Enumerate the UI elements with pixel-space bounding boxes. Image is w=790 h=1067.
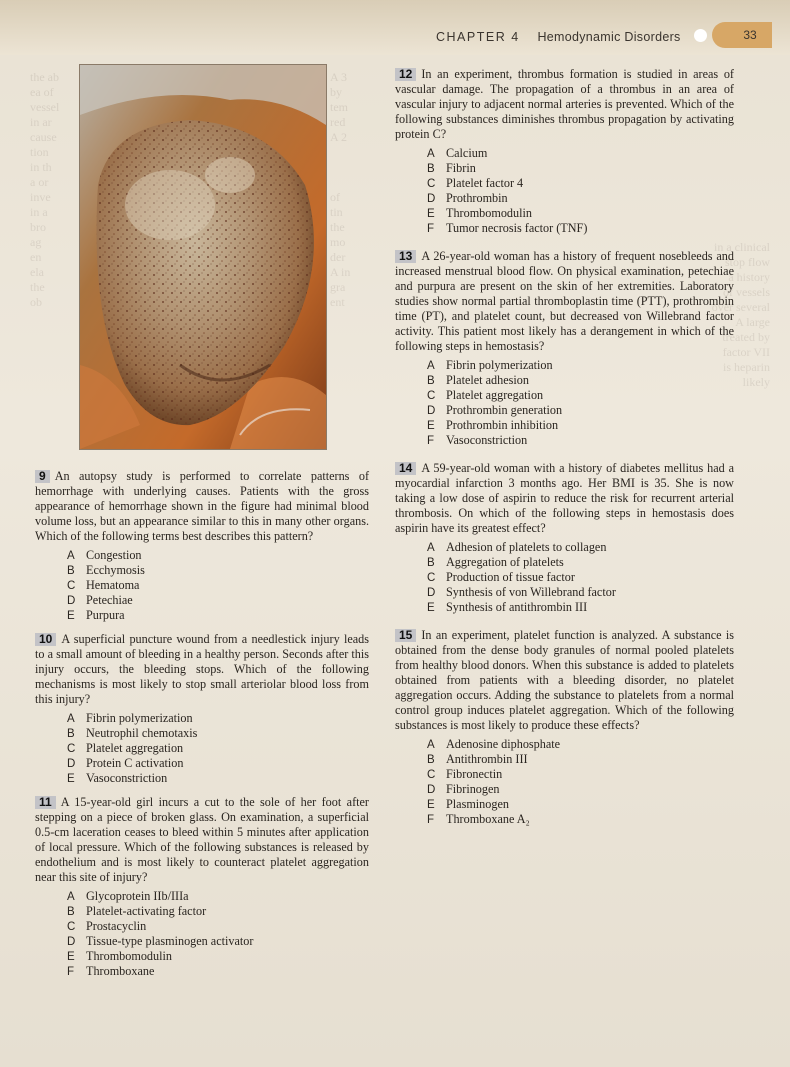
option[interactable]: E Prothrombin inhibition [427, 418, 559, 432]
question-12 [395, 67, 734, 236]
option[interactable]: B Aggregation of platelets [427, 555, 564, 569]
option[interactable]: F Vasoconstriction [427, 433, 528, 447]
option[interactable]: A Glycoprotein IIb/IIIa [67, 889, 189, 903]
question-15 [395, 628, 734, 827]
answer-options [395, 146, 734, 236]
option[interactable]: F Tumor necrosis factor (TNF) [427, 221, 588, 235]
option[interactable]: D Tissue-type plasminogen activator [67, 934, 254, 948]
option[interactable]: A Calcium [427, 146, 488, 160]
question-stem: A 26-year-old woman has a history of frequent nosebleeds and increased menstrual blood flow. On physical examination, petechiae and purpura are present on the skin of her extremities. Laboratory studies show normal partial thromboplastin time (PTT), prothrombin time (PT), and platelet count, but decreased von Willebrand factor activity. This patient most likely has a derangement in which of the following steps in hemostasis? [395, 249, 734, 353]
option[interactable]: E Thrombomodulin [67, 949, 172, 963]
option[interactable]: F Thromboxane [67, 964, 155, 978]
answer-options [35, 889, 369, 979]
show-through-mid: A 3 by tem red A 2 of tin the mo der A in gra ent [330, 70, 351, 309]
option[interactable]: A Adenosine diphosphate [427, 737, 561, 751]
option[interactable]: C Hematoma [67, 578, 140, 592]
option[interactable]: D Protein C activation [67, 756, 184, 770]
page-number: 33 [743, 28, 757, 42]
option[interactable]: B Neutrophil chemotaxis [67, 726, 198, 740]
option[interactable]: E Thrombomodulin [427, 206, 532, 220]
option[interactable]: B Platelet adhesion [427, 373, 529, 387]
right-column [395, 67, 734, 827]
option[interactable]: D Petechiae [67, 593, 133, 607]
question-stem: In an experiment, thrombus formation is studied in areas of vascular damage. The propagation of a thrombus in an area of vascular injury to adjacent normal arteries is prevented. Which of the following substances diminishes thrombus propagation by activating protein C? [395, 67, 734, 141]
question-stem: A 15-year-old girl incurs a cut to the sole of her foot after stepping on a piece of broken glass. On examination, a superficial 0.5-cm laceration ceases to bleed within 5 minutes after application of local pressure. Which of the following substances is released by endothelium and is most likely to counteract platelet aggregation near this site of injury? [35, 795, 369, 884]
option[interactable]: C Platelet aggregation [427, 388, 544, 402]
option[interactable]: C Fibronectin [427, 767, 503, 781]
option[interactable]: C Production of tissue factor [427, 570, 575, 584]
question-number: 15 [395, 629, 416, 642]
option[interactable]: D Fibrinogen [427, 782, 500, 796]
option[interactable]: D Prothrombin [427, 191, 508, 205]
question-stem: A superficial puncture wound from a needlestick injury leads to a small amount of bleeding in a healthy person. Seconds after this injury occurs, the bleeding stops. Which of the following mechanisms is most likely to stop small arteriolar blood loss from this injury? [35, 632, 369, 706]
question-9 [35, 469, 369, 623]
option[interactable]: C Platelet aggregation [67, 741, 184, 755]
option[interactable]: B Antithrombin III [427, 752, 528, 766]
option[interactable]: E Plasminogen [427, 797, 509, 811]
page-number-tab [712, 22, 772, 48]
question-stem: In an experiment, platelet function is analyzed. A substance is obtained from the dense body granules of normal pooled platelets from healthy blood donors. When this substance is added to platelets obtained from patients with a bleeding disorder, no platelet aggregation occurs. Adding the substance to platelets from a normal control group induces platelet aggregation. Which of the following substances is most likely to produce these effects? [395, 628, 734, 732]
answer-options [395, 540, 734, 615]
question-14 [395, 461, 734, 615]
option[interactable]: D Synthesis of von Willebrand factor [427, 585, 616, 599]
page-dot [694, 29, 707, 42]
option[interactable]: A Fibrin polymerization [427, 358, 553, 372]
option[interactable]: B Ecchymosis [67, 563, 145, 577]
option[interactable]: A Adhesion of platelets to collagen [427, 540, 607, 554]
question-number: 12 [395, 68, 416, 81]
option[interactable]: E Purpura [67, 608, 125, 622]
option[interactable]: E Synthesis of antithrombin III [427, 600, 588, 614]
question-11 [35, 795, 369, 979]
option[interactable]: C Prostacyclin [67, 919, 147, 933]
chapter-label: CHAPTER 4 [436, 30, 520, 44]
question-number: 13 [395, 250, 416, 263]
show-through-right: in a clinical stop flow a history of vessels over several A large treated by factor VII is heparin likely [711, 240, 770, 389]
autopsy-organ-image [80, 65, 326, 449]
chapter-title: Hemodynamic Disorders [537, 30, 681, 44]
question-number: 9 [35, 470, 50, 483]
autopsy-figure [79, 64, 327, 450]
answer-options [395, 737, 734, 827]
option[interactable]: B Fibrin [427, 161, 476, 175]
answer-options [35, 548, 369, 623]
option[interactable]: A Fibrin polymerization [67, 711, 193, 725]
option[interactable]: E Vasoconstriction [67, 771, 168, 785]
show-through-left: the ab ea of vessel in ar cause tion in th a or inve in a bro ag en ela the ob [30, 70, 60, 309]
left-column [35, 469, 369, 979]
question-number: 11 [35, 796, 56, 809]
answer-options [395, 358, 734, 448]
question-number: 14 [395, 462, 416, 475]
option[interactable]: D Prothrombin generation [427, 403, 563, 417]
question-stem: A 59-year-old woman with a history of diabetes mellitus had a myocardial infarction 3 months ago. Her BMI is 35. She is now taking a low dose of aspirin to reduce the risk for recurrent arterial thrombosis. On which of the following steps in hemostasis does aspirin have its greatest effect? [395, 461, 734, 535]
question-number: 10 [35, 633, 56, 646]
question-stem: An autopsy study is performed to correlate patterns of hemorrhage with underlying causes. Patients with the gross appearance of hemorrhage shown in the figure had minimal blood volume loss, but an appearance similar to this in many other organs. Which of the following terms best describes this pattern? [35, 469, 369, 543]
option[interactable]: F Thromboxane A₂ [427, 812, 530, 826]
option[interactable]: A Congestion [67, 548, 142, 562]
question-10 [35, 632, 369, 786]
option[interactable]: C Platelet factor 4 [427, 176, 524, 190]
header-band [0, 0, 790, 55]
question-13 [395, 249, 734, 448]
answer-options [35, 711, 369, 786]
running-header [436, 30, 681, 44]
option[interactable]: B Platelet-activating factor [67, 904, 207, 918]
